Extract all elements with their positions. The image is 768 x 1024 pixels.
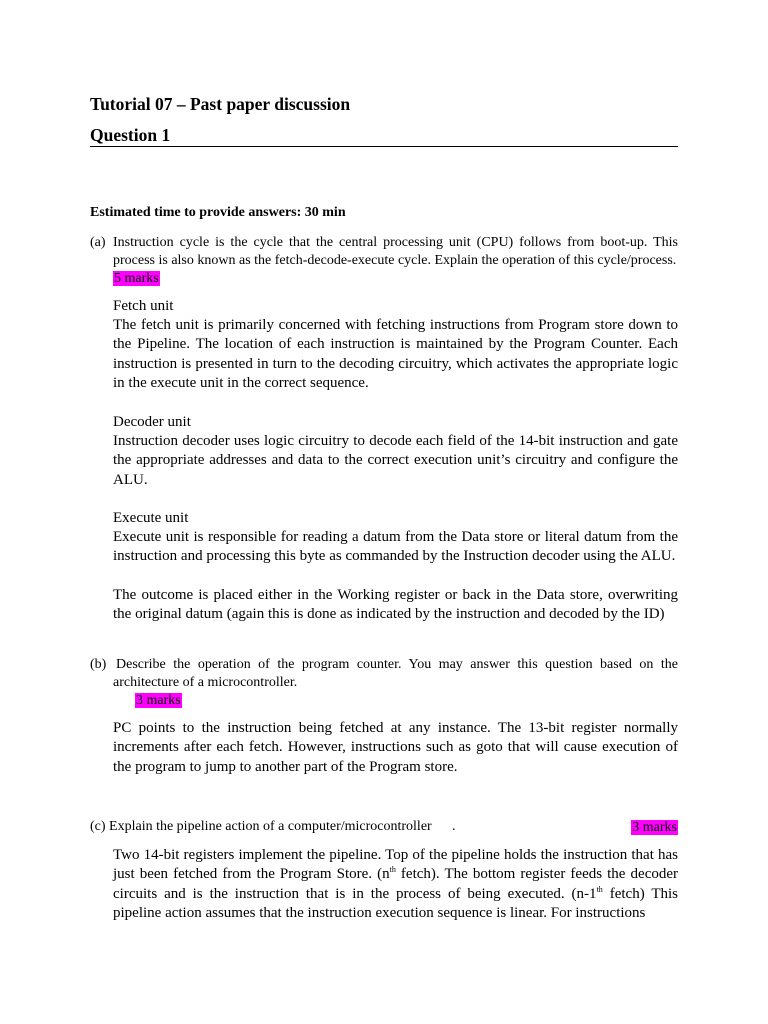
part-c-answer-3: fetch) This pipeline action assumes that the instruction execution sequence is linear. For instructions	[113, 885, 678, 921]
superscript-th-1: th	[389, 865, 396, 875]
part-c-dot: .	[452, 819, 456, 834]
decoder-heading: Decoder unit	[113, 414, 191, 430]
part-c-answer	[113, 846, 678, 923]
part-b-answer: PC points to the instruction being fetched at any instance. The 13-bit register normally increments after each fetch. However, instructions such as goto that will cause execution of the program to jump to another part of the Program store.	[113, 720, 678, 775]
part-c-marks: 3 marks	[632, 820, 677, 835]
decoder-text: Instruction decoder uses logic circuitry to decode each field of the 14-bit instruction and gate the appropriate addresses and data to the correct execution unit’s circuitry and configure the ALU.	[113, 433, 678, 488]
part-b-label: (b)	[90, 657, 107, 672]
part-b-marks: 3 marks	[136, 693, 181, 708]
heading-rule	[90, 146, 678, 147]
part-c-marks-wrap	[631, 818, 678, 837]
time-estimate: Estimated time to provide answers: 30 min	[90, 205, 346, 220]
part-a-marks: 5 marks	[114, 271, 159, 286]
part-c-answer-1: Two 14-bit registers implement the pipeline. Top of the pipeline holds the instruction that has just been fetched from the Program Store. (n	[113, 847, 678, 883]
execute-text-1: Execute unit is responsible for reading a datum from the Data store or literal datum from the instruction and processing this byte as commanded by the Instruction decoder using the ALU.	[113, 529, 678, 565]
part-b-marks-wrap	[135, 691, 182, 710]
part-c-question: (c) Explain the pipeline action of a computer/microcontroller	[90, 819, 432, 834]
page-title: Tutorial 07 – Past paper discussion	[90, 94, 351, 114]
part-a-question-text: Instruction cycle is the cycle that the central processing unit (CPU) follows from boot-up. This process is also known as the fetch-decode-execute cycle. Explain the operation of this cycle/process.	[113, 235, 678, 268]
question-heading: Question 1	[90, 125, 171, 145]
execute-heading: Execute unit	[113, 510, 189, 526]
superscript-th-2: th	[596, 884, 603, 894]
fetch-text: The fetch unit is primarily concerned with fetching instructions from Program store down to the Pipeline. The location of each instruction is maintained by the Program Counter. Each instruction is presented in turn to the decoding circuitry, which activates the appropriate logic in the execute unit in the correct sequence.	[113, 317, 678, 391]
execute-text-2: The outcome is placed either in the Working register or back in the Data store, overwriting the original datum (again this is done as indicated by the instruction and decoded by the ID)	[113, 587, 678, 623]
part-b-question: Describe the operation of the program counter. You may answer this question based on the architecture of a microcontroller.	[113, 657, 678, 690]
part-c-answer-2: fetch). The bottom register feeds the decoder circuits and is the instruction that is in the process of being executed. (n-1	[113, 866, 678, 902]
part-a-question	[113, 234, 678, 288]
part-a-label: (a)	[90, 235, 106, 250]
fetch-heading: Fetch unit	[113, 298, 174, 314]
